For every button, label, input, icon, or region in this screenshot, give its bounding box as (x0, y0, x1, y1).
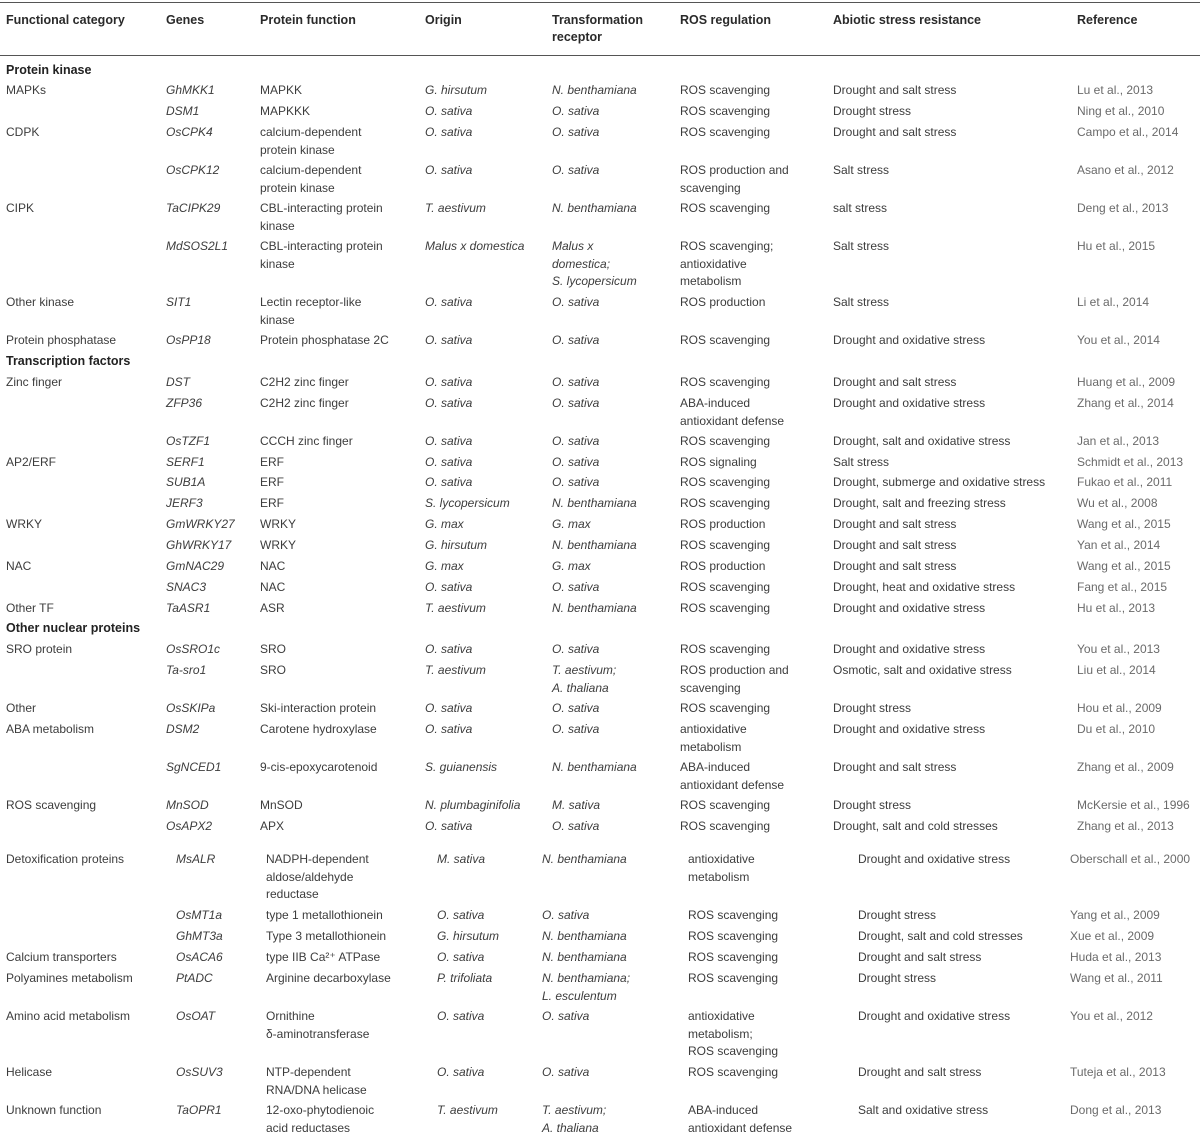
gene-cell: OsCPK4 (166, 124, 213, 142)
protein-function-cell: ERF (260, 454, 284, 472)
protein-function-cell: ERF (260, 495, 284, 513)
protein-function-cell: NADPH-dependent (266, 851, 369, 869)
stress-cell: Drought and salt stress (833, 82, 956, 100)
receptor-cell: N. benthamiana (542, 851, 627, 869)
protein-function-cell: CBL-interacting protein (260, 238, 383, 256)
protein-function-cell: Ski-interaction protein (260, 700, 376, 718)
origin-cell: O. sativa (437, 1064, 484, 1082)
stress-cell: Drought and oxidative stress (858, 1008, 1010, 1026)
origin-cell: O. sativa (425, 454, 472, 472)
category-cell: ROS scavenging (6, 797, 96, 815)
protein-function-cell: 12-oxo-phytodienoic (266, 1102, 374, 1120)
stress-cell: Drought and salt stress (833, 537, 956, 555)
protein-function-cell: calcium-dependent (260, 124, 361, 142)
stress-cell: Drought stress (833, 700, 911, 718)
category-cell: Polyamines metabolism (6, 970, 133, 988)
gene-cell: OsSRO1c (166, 641, 220, 659)
ros-regulation-cell: ROS production (680, 558, 765, 576)
stress-cell: Drought and salt stress (833, 124, 956, 142)
ros-regulation-cell: ABA-induced (680, 759, 750, 777)
ros-regulation-cell: ROS scavenging (688, 928, 778, 946)
origin-cell: O. sativa (425, 474, 472, 492)
protein-function-cell: protein kinase (260, 142, 335, 160)
reference-cell: Fukao et al., 2011 (1077, 474, 1172, 492)
receptor-cell: O. sativa (552, 124, 599, 142)
gene-cell: OsACA6 (176, 949, 223, 967)
stress-cell: Osmotic, salt and oxidative stress (833, 662, 1012, 680)
ros-regulation-cell: antioxidant defense (680, 413, 784, 431)
protein-function-cell: WRKY (260, 537, 296, 555)
category-cell: Other kinase (6, 294, 74, 312)
category-cell: Unknown function (6, 1102, 101, 1120)
receptor-cell: N. benthamiana (552, 495, 637, 513)
gene-cell: OsSKIPa (166, 700, 215, 718)
ros-regulation-cell: ROS scavenging (680, 332, 770, 350)
ros-regulation-cell: antioxidative (680, 721, 747, 739)
origin-cell: O. sativa (425, 332, 472, 350)
reference-cell: Schmidt et al., 2013 (1077, 454, 1183, 472)
ros-regulation-cell: ABA-induced (680, 395, 750, 413)
receptor-cell: O. sativa (542, 1008, 589, 1026)
reference-cell: Oberschall et al., 2000 (1070, 851, 1190, 869)
protein-function-cell: Carotene hydroxylase (260, 721, 377, 739)
gene-cell: GhWRKY17 (166, 537, 231, 555)
category-cell: ABA metabolism (6, 721, 94, 739)
stress-cell: Drought, heat and oxidative stress (833, 579, 1015, 597)
receptor-cell: A. thaliana (552, 680, 609, 698)
category-cell: CDPK (6, 124, 39, 142)
origin-cell: O. sativa (437, 1008, 484, 1026)
ros-regulation-cell: ROS scavenging (680, 433, 770, 451)
protein-function-cell: SRO (260, 662, 286, 680)
header-transformation-receptor (552, 12, 643, 46)
stress-cell: Salt stress (833, 162, 889, 180)
header-category: Functional category (6, 12, 125, 29)
origin-cell: O. sativa (425, 103, 472, 121)
origin-cell: G. max (425, 558, 464, 576)
stress-cell: Drought and oxidative stress (833, 332, 985, 350)
origin-cell: S. lycopersicum (425, 495, 510, 513)
reference-cell: Ning et al., 2010 (1077, 103, 1164, 121)
receptor-cell: N. benthamiana (542, 928, 627, 946)
protein-function-cell: MnSOD (260, 797, 303, 815)
protein-function-cell: type IIB Ca²⁺ ATPase (266, 949, 380, 967)
reference-cell: Huda et al., 2013 (1070, 949, 1161, 967)
gene-cell: ZFP36 (166, 395, 202, 413)
protein-function-cell: Lectin receptor-like (260, 294, 361, 312)
receptor-cell: N. benthamiana (542, 949, 627, 967)
origin-cell: O. sativa (425, 162, 472, 180)
ros-regulation-cell: ROS scavenging (688, 949, 778, 967)
ros-regulation-cell: ROS scavenging (680, 537, 770, 555)
gene-cell: OsTZF1 (166, 433, 210, 451)
protein-function-cell: calcium-dependent (260, 162, 361, 180)
category-cell: Protein phosphatase (6, 332, 116, 350)
receptor-cell: N. benthamiana (552, 600, 637, 618)
ros-regulation-cell: ROS scavenging (680, 103, 770, 121)
origin-cell: G. max (425, 516, 464, 534)
origin-cell: O. sativa (425, 818, 472, 836)
origin-cell: T. aestivum (425, 662, 486, 680)
header-rule (0, 55, 1200, 56)
gene-cell: DSM2 (166, 721, 199, 739)
origin-cell: O. sativa (425, 721, 472, 739)
origin-cell: T. aestivum (425, 600, 486, 618)
ros-regulation-cell: antioxidant defense (680, 777, 784, 795)
stress-cell: salt stress (833, 200, 887, 218)
origin-cell: O. sativa (425, 579, 472, 597)
reference-cell: Wu et al., 2008 (1077, 495, 1158, 513)
reference-cell: Fang et al., 2015 (1077, 579, 1167, 597)
gene-cell: TaOPR1 (176, 1102, 222, 1120)
ros-regulation-cell: ROS scavenging (688, 907, 778, 925)
protein-function-cell: NAC (260, 558, 285, 576)
receptor-cell: N. benthamiana (552, 200, 637, 218)
protein-function-cell: MAPKK (260, 82, 302, 100)
origin-cell: O. sativa (425, 395, 472, 413)
origin-cell: G. hirsutum (425, 82, 487, 100)
gene-cell: OsSUV3 (176, 1064, 223, 1082)
stress-cell: Drought and oxidative stress (833, 600, 985, 618)
stress-cell: Drought and oxidative stress (833, 641, 985, 659)
stress-cell: Drought stress (858, 970, 936, 988)
receptor-cell: domestica; (552, 256, 610, 274)
origin-cell: T. aestivum (437, 1102, 498, 1120)
ros-regulation-cell: antioxidant defense (688, 1120, 792, 1137)
gene-cell: SNAC3 (166, 579, 206, 597)
receptor-cell: O. sativa (552, 103, 599, 121)
receptor-cell: M. sativa (552, 797, 600, 815)
gene-cell: PtADC (176, 970, 213, 988)
origin-cell: N. plumbaginifolia (425, 797, 520, 815)
protein-function-cell: kinase (260, 256, 295, 274)
receptor-cell: N. benthamiana (552, 537, 637, 555)
ros-regulation-cell: metabolism (680, 273, 741, 291)
reference-cell: Deng et al., 2013 (1077, 200, 1168, 218)
ros-regulation-cell: metabolism (680, 739, 741, 757)
stress-cell: Drought and salt stress (833, 516, 956, 534)
ros-regulation-cell: ROS production and (680, 662, 789, 680)
protein-function-cell: protein kinase (260, 180, 335, 198)
ros-regulation-cell: metabolism (688, 869, 749, 887)
origin-cell: M. sativa (437, 851, 485, 869)
category-cell: Other TF (6, 600, 54, 618)
receptor-cell: N. benthamiana (552, 82, 637, 100)
origin-cell: G. hirsutum (437, 928, 499, 946)
gene-cell: TaASR1 (166, 600, 210, 618)
gene-cell: DSM1 (166, 103, 199, 121)
category-cell: WRKY (6, 516, 42, 534)
gene-cell: OsPP18 (166, 332, 211, 350)
receptor-cell: N. benthamiana; (542, 970, 630, 988)
gene-cell: GhMKK1 (166, 82, 215, 100)
protein-function-cell: APX (260, 818, 284, 836)
receptor-cell: O. sativa (552, 721, 599, 739)
ros-regulation-cell: ROS production (680, 516, 765, 534)
ros-regulation-cell: ROS scavenging (688, 1043, 778, 1061)
reference-cell: You et al., 2012 (1070, 1008, 1153, 1026)
ros-regulation-cell: ROS scavenging (680, 641, 770, 659)
reference-cell: McKersie et al., 1996 (1077, 797, 1190, 815)
origin-cell: O. sativa (425, 641, 472, 659)
ros-regulation-cell: scavenging (680, 180, 741, 198)
stress-cell: Drought and salt stress (833, 374, 956, 392)
category-cell: Other (6, 700, 36, 718)
reference-cell: Zhang et al., 2009 (1077, 759, 1174, 777)
category-cell: SRO protein (6, 641, 72, 659)
reference-cell: Wang et al., 2015 (1077, 516, 1171, 534)
reference-cell: Du et al., 2010 (1077, 721, 1155, 739)
ros-regulation-cell: ROS scavenging (680, 797, 770, 815)
origin-cell: S. guianensis (425, 759, 497, 777)
ros-regulation-cell: ROS scavenging (680, 374, 770, 392)
stress-cell: Salt stress (833, 454, 889, 472)
protein-function-cell: NTP-dependent (266, 1064, 351, 1082)
gene-cell: DST (166, 374, 190, 392)
protein-function-cell: WRKY (260, 516, 296, 534)
origin-cell: O. sativa (425, 433, 472, 451)
protein-function-cell: δ-aminotransferase (266, 1026, 369, 1044)
protein-function-cell: Protein phosphatase 2C (260, 332, 389, 350)
gene-cell: MsALR (176, 851, 215, 869)
receptor-cell: O. sativa (552, 474, 599, 492)
ros-regulation-cell: ROS scavenging (680, 818, 770, 836)
gene-cell: SERF1 (166, 454, 205, 472)
category-cell: Helicase (6, 1064, 52, 1082)
stress-cell: Salt stress (833, 238, 889, 256)
category-cell: Calcium transporters (6, 949, 117, 967)
protein-function-cell: ERF (260, 474, 284, 492)
header-receptor-line1: Transformation (552, 12, 643, 29)
protein-function-cell: kinase (260, 218, 295, 236)
ros-regulation-cell: ROS scavenging; (680, 238, 773, 256)
reference-cell: Wang et al., 2015 (1077, 558, 1171, 576)
protein-function-cell: Arginine decarboxylase (266, 970, 391, 988)
protein-function-cell: RNA/DNA helicase (266, 1082, 367, 1100)
gene-cell: SgNCED1 (166, 759, 221, 777)
header-abiotic: Abiotic stress resistance (833, 12, 981, 29)
top-rule (0, 2, 1200, 3)
stress-cell: Drought and salt stress (858, 949, 981, 967)
reference-cell: Asano et al., 2012 (1077, 162, 1174, 180)
origin-cell: O. sativa (437, 949, 484, 967)
stress-cell: Drought and oxidative stress (833, 721, 985, 739)
stress-cell: Drought, salt and freezing stress (833, 495, 1006, 513)
gene-cell: OsMT1a (176, 907, 222, 925)
reference-cell: Zhang et al., 2013 (1077, 818, 1174, 836)
section-heading: Protein kinase (6, 62, 91, 79)
receptor-cell: O. sativa (552, 162, 599, 180)
reference-cell: Li et al., 2014 (1077, 294, 1149, 312)
ros-regulation-cell: antioxidative (680, 256, 747, 274)
receptor-cell: O. sativa (552, 433, 599, 451)
ros-regulation-cell: ROS scavenging (680, 82, 770, 100)
receptor-cell: T. aestivum; (542, 1102, 606, 1120)
ros-regulation-cell: ROS scavenging (680, 579, 770, 597)
stress-cell: Drought stress (833, 797, 911, 815)
ros-regulation-cell: metabolism; (688, 1026, 753, 1044)
origin-cell: O. sativa (425, 294, 472, 312)
section-heading: Transcription factors (6, 353, 130, 370)
receptor-cell: O. sativa (552, 332, 599, 350)
stress-cell: Drought stress (833, 103, 911, 121)
ros-regulation-cell: ROS scavenging (680, 124, 770, 142)
receptor-cell: G. max (552, 558, 591, 576)
reference-cell: Campo et al., 2014 (1077, 124, 1178, 142)
stress-cell: Salt stress (833, 294, 889, 312)
origin-cell: O. sativa (425, 124, 472, 142)
stress-cell: Drought and oxidative stress (858, 851, 1010, 869)
header-origin: Origin (425, 12, 462, 29)
gene-cell: MnSOD (166, 797, 209, 815)
gene-cell: OsCPK12 (166, 162, 219, 180)
stress-cell: Drought stress (858, 907, 936, 925)
receptor-cell: O. sativa (552, 454, 599, 472)
stress-cell: Drought, submerge and oxidative stress (833, 474, 1045, 492)
gene-cell: Ta-sro1 (166, 662, 206, 680)
origin-cell: O. sativa (437, 907, 484, 925)
reference-cell: Hu et al., 2015 (1077, 238, 1155, 256)
origin-cell: Malus x domestica (425, 238, 524, 256)
origin-cell: T. aestivum (425, 200, 486, 218)
category-cell: Zinc finger (6, 374, 62, 392)
gene-cell: TaCIPK29 (166, 200, 220, 218)
ros-regulation-cell: ROS scavenging (680, 474, 770, 492)
reference-cell: Yang et al., 2009 (1070, 907, 1160, 925)
receptor-cell: O. sativa (552, 374, 599, 392)
header-ros-regulation: ROS regulation (680, 12, 771, 29)
header-reference: Reference (1077, 12, 1137, 29)
ros-regulation-cell: ROS scavenging (680, 600, 770, 618)
reference-cell: Jan et al., 2013 (1077, 433, 1159, 451)
category-cell: Detoxification proteins (6, 851, 124, 869)
gene-cell: GhMT3a (176, 928, 223, 946)
stress-cell: Drought, salt and cold stresses (833, 818, 998, 836)
reference-cell: Dong et al., 2013 (1070, 1102, 1161, 1120)
reference-cell: You et al., 2013 (1077, 641, 1160, 659)
receptor-cell: A. thaliana (542, 1120, 599, 1137)
reference-cell: Liu et al., 2014 (1077, 662, 1156, 680)
protein-function-cell: NAC (260, 579, 285, 597)
protein-function-cell: Ornithine (266, 1008, 315, 1026)
stress-cell: Salt and oxidative stress (858, 1102, 988, 1120)
gene-cell: JERF3 (166, 495, 203, 513)
protein-function-cell: type 1 metallothionein (266, 907, 383, 925)
receptor-cell: O. sativa (552, 395, 599, 413)
stress-cell: Drought and salt stress (858, 1064, 981, 1082)
reference-cell: Hu et al., 2013 (1077, 600, 1155, 618)
ros-regulation-cell: ROS scavenging (680, 200, 770, 218)
reference-cell: Lu et al., 2013 (1077, 82, 1153, 100)
ros-regulation-cell: scavenging (680, 680, 741, 698)
reference-cell: You et al., 2014 (1077, 332, 1160, 350)
ros-regulation-cell: ROS scavenging (680, 700, 770, 718)
stress-cell: Drought, salt and oxidative stress (833, 433, 1010, 451)
protein-function-cell: CCCH zinc finger (260, 433, 353, 451)
protein-function-cell: kinase (260, 312, 295, 330)
protein-function-cell: C2H2 zinc finger (260, 395, 349, 413)
receptor-cell: G. max (552, 516, 591, 534)
reference-cell: Xue et al., 2009 (1070, 928, 1154, 946)
origin-cell: O. sativa (425, 700, 472, 718)
protein-function-cell: acid reductases (266, 1120, 350, 1137)
reference-cell: Yan et al., 2014 (1077, 537, 1160, 555)
gene-cell: SIT1 (166, 294, 191, 312)
reference-cell: Tuteja et al., 2013 (1070, 1064, 1166, 1082)
reference-cell: Huang et al., 2009 (1077, 374, 1175, 392)
origin-cell: O. sativa (425, 374, 472, 392)
stress-cell: Drought and salt stress (833, 558, 956, 576)
receptor-cell: O. sativa (552, 641, 599, 659)
ros-regulation-cell: ROS production (680, 294, 765, 312)
protein-function-cell: SRO (260, 641, 286, 659)
ros-regulation-cell: ABA-induced (688, 1102, 758, 1120)
ros-regulation-cell: ROS scavenging (680, 495, 770, 513)
receptor-cell: O. sativa (552, 700, 599, 718)
stress-cell: Drought, salt and cold stresses (858, 928, 1023, 946)
category-cell: NAC (6, 558, 31, 576)
origin-cell: P. trifoliata (437, 970, 492, 988)
receptor-cell: L. esculentum (542, 988, 617, 1006)
protein-function-cell: reductase (266, 886, 319, 904)
reference-cell: Wang et al., 2011 (1070, 970, 1163, 988)
protein-function-cell: ASR (260, 600, 285, 618)
protein-function-cell: CBL-interacting protein (260, 200, 383, 218)
gene-cell: OsAPX2 (166, 818, 212, 836)
protein-function-cell: C2H2 zinc finger (260, 374, 349, 392)
receptor-cell: N. benthamiana (552, 759, 637, 777)
ros-regulation-cell: antioxidative (688, 851, 755, 869)
protein-function-cell: MAPKKK (260, 103, 310, 121)
category-cell: AP2/ERF (6, 454, 56, 472)
stress-cell: Drought and oxidative stress (833, 395, 985, 413)
gene-cell: SUB1A (166, 474, 205, 492)
category-cell: MAPKs (6, 82, 46, 100)
header-genes: Genes (166, 12, 204, 29)
protein-function-cell: Type 3 metallothionein (266, 928, 386, 946)
receptor-cell: O. sativa (542, 907, 589, 925)
receptor-cell: O. sativa (552, 294, 599, 312)
reference-cell: Zhang et al., 2014 (1077, 395, 1174, 413)
protein-function-cell: aldose/aldehyde (266, 869, 353, 887)
header-receptor-line2: receptor (552, 29, 643, 46)
receptor-cell: O. sativa (552, 579, 599, 597)
gene-cell: OsOAT (176, 1008, 215, 1026)
ros-regulation-cell: ROS signaling (680, 454, 757, 472)
gene-cell: MdSOS2L1 (166, 238, 228, 256)
receptor-cell: S. lycopersicum (552, 273, 637, 291)
protein-function-cell: 9-cis-epoxycarotenoid (260, 759, 377, 777)
gene-cell: GmNAC29 (166, 558, 224, 576)
receptor-cell: T. aestivum; (552, 662, 616, 680)
stress-cell: Drought and salt stress (833, 759, 956, 777)
header-protein-function: Protein function (260, 12, 356, 29)
category-cell: Amino acid metabolism (6, 1008, 130, 1026)
ros-regulation-cell: antioxidative (688, 1008, 755, 1026)
section-heading: Other nuclear proteins (6, 620, 140, 637)
gene-cell: GmWRKY27 (166, 516, 235, 534)
ros-regulation-cell: ROS scavenging (688, 1064, 778, 1082)
category-cell: CIPK (6, 200, 34, 218)
receptor-cell: Malus x (552, 238, 593, 256)
origin-cell: G. hirsutum (425, 537, 487, 555)
reference-cell: Hou et al., 2009 (1077, 700, 1162, 718)
ros-regulation-cell: ROS scavenging (688, 970, 778, 988)
receptor-cell: O. sativa (542, 1064, 589, 1082)
receptor-cell: O. sativa (552, 818, 599, 836)
ros-regulation-cell: ROS production and (680, 162, 789, 180)
